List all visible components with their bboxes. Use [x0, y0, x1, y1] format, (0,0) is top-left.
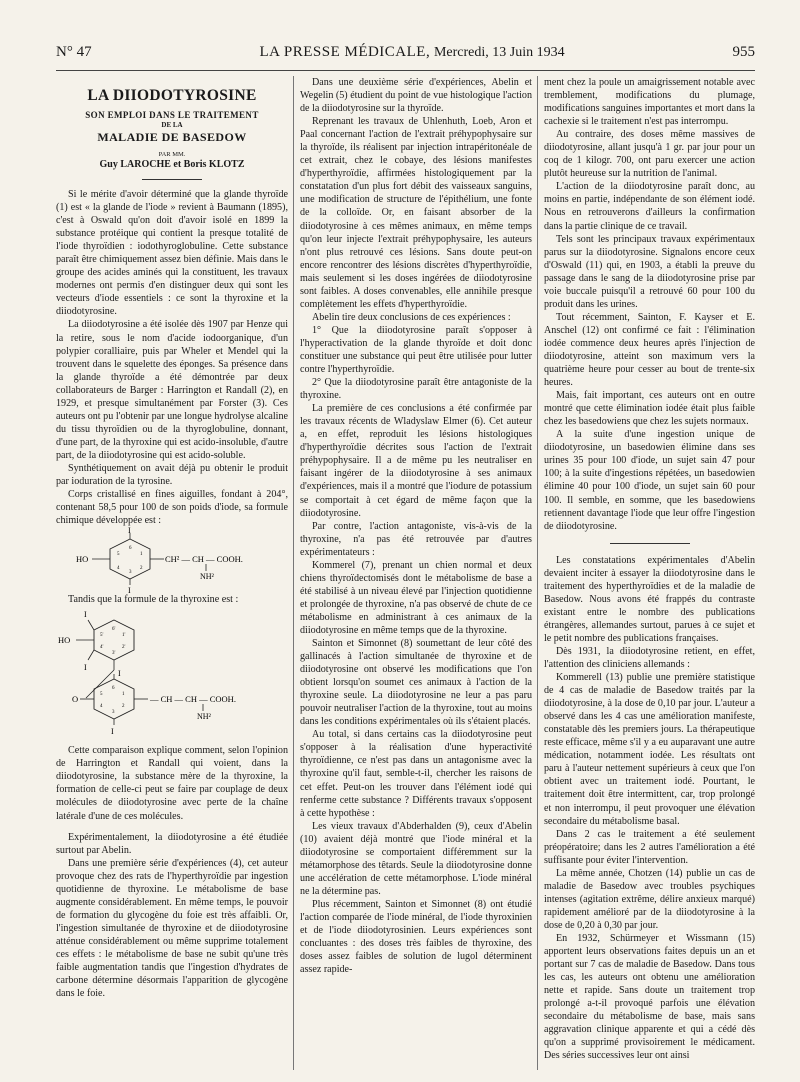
paragraph: A la suite d'une ingestion unique de diiodotyrosine, un basedowien élimine dans ses urines 35 pour 100 d'iode, un sujet sain 47 pour 100; à la suite d'ingestions répétées, un basedowien élimine 40 pour 100 d'iode, un sujet sain 60 pour 100. Il semble, en somme, que les basedowiens retiennent davantage l'iode que leur offre l'ingestion de diiodotyrosine.	[544, 429, 755, 532]
iodine-ring1-top: I	[84, 610, 87, 620]
amine-group: NH²	[200, 572, 214, 582]
ring-number: 5	[117, 552, 120, 558]
paragraph: Au contraire, des doses même massives de diiodotyrosine, allant jusqu'à 1 gr. par jour pour un coq de 1 kilogr. 700, ont paru exercer une action plutôt heureuse sur la nutrition de l'animal.	[544, 129, 755, 180]
paragraph: La diiodotyrosine a été isolée dès 1907 par Henze qui la retire, sous le nom d'acide iodoorganique, d'un polypier coralliaire, puis par Wheler et Mendel qui la trouvent dans le squelette des éponges. Sa présence dans la glande thyroïde a été démontrée par deux collaborateurs de Barger : Harrington et Randall (2), en 1929, et presque simultanément par Forster (3). Ces auteurs ont pu l'obtenir par une longue hydrolyse alcaline du tissu thyroïdien ou de la thyroglobuline, donnant, d'une part, de la thyroxine qui est acido-insoluble, d'autre part, de la diiodotyrosine qui est acido-soluble.	[56, 319, 288, 461]
column-2	[300, 76, 532, 976]
page-number: 955	[732, 44, 755, 60]
ring-number: 3'	[112, 651, 116, 657]
issue-date: Mercredi, 13 Juin 1934	[433, 45, 565, 60]
paragraph: Kommerell (13) publie une première statistique de 4 cas de maladie de Basedow traités par la diiodotyrosine, à la dose de 0,10 par jour. L'auteur a observé dans les 4 cas une amélioration manifeste, constatable dès les premiers jours. La thérapeutique reste efficace, même s'il y a eu auparavant une autre médication, notamment iodée. Les résultats ont paru à l'auteur nettement supérieurs à ceux que l'on obtient avec un traitement iodé. Pourtant, le traitement doit être intermittent, car, trop prolongé et non interrompu, il peut provoquer une élévation secondaire du métabolisme basal.	[544, 672, 755, 827]
journal-masthead	[259, 44, 564, 61]
ring-number: 5	[100, 692, 103, 698]
section-rule	[610, 543, 690, 544]
paragraph: Plus récemment, Sainton et Simonnet (8) ont étudié l'action comparée de l'iode minéral, de l'iode thyroxinien et de l'iode diiodotyrosinien. Leurs expériences sont concluantes : des doses très faibles de thyroxine, des doses assez faibles de solution de lugol déterminent assez rapide-	[300, 898, 532, 976]
paragraph: En 1932, Schürmeyer et Wissmann (15) apportent leurs observations faites depuis un an et portant sur 7 cas de maladie de Basedow. Dans tous les cas, les auteurs ont obtenu une amélioration nette et rapide. Sans doute un traitement trop prolongé a-t-il provoqué parfois une élévation secondaire du métabolisme de base, mais sans aggravation clinique apparente et qui a cédé dès qu'on a supprimé provisoirement le médicament. Des séries successives leur ont ainsi	[544, 933, 755, 1062]
ring-number: 6	[129, 546, 132, 552]
column-3	[544, 76, 755, 1062]
article-title: LA DIIODOTYROSINE	[87, 87, 257, 104]
paragraph: Dans 2 cas le traitement a été seulement préopératoire; dans les 2 autres l'amélioration a été suffisante pour éviter l'intervention.	[544, 828, 755, 866]
ring-number: 4	[117, 566, 120, 572]
amine-group: NH²	[197, 712, 211, 722]
article-subtitle-disease: MALADIE DE BASEDOW	[97, 130, 247, 144]
byline-par: PAR MM.	[158, 151, 186, 158]
column-1	[56, 76, 288, 1000]
paragraph: La même année, Chotzen (14) publie un cas de maladie de Basedow avec troubles psychiques intenses (agitation extrême, délire anxieux marqué) rapidement amélioré par de la diiodotyrosine à la dose de 0,20 à 0,30 par jour.	[544, 867, 755, 931]
paragraph: 1° Que la diiodotyrosine paraît s'opposer à l'hyperactivation de la glande thyroïde et doit donc constituer une substance qui peut être utilisée pour lutter contre l'hyperthyroïdie.	[300, 324, 532, 376]
side-chain: — CH — CH — COOH.	[150, 694, 236, 705]
paragraph: ment chez la poule un amaigrissement notable avec tremblement, modifications du plumage, modifications sanguines importantes et mort dans la cachexie si le traitement n'est pas interrompu.	[544, 77, 755, 128]
ring-number: 1	[140, 552, 143, 558]
paragraph: Corps cristallisé en fines aiguilles, fondant à 204°, contenant 58,5 pour 100 de son poids d'iode, sa formule chimique développée est :	[56, 489, 288, 527]
ring-number: 3	[112, 710, 115, 716]
paragraph: Tandis que la formule de la thyroxine est :	[68, 594, 239, 606]
paragraph: Reprenant les travaux de Uhlenhuth, Loeb, Aron et Paal concernant l'action de l'extrait préhypophysaire sur la thyroïde, ils réalisent par injection intrapéritonéale de cet extrait, chez le cobaye, des lésions manifestes d'hyperthyroïdie, affirmées histologiquement par la constatation d'un plus fort débit des vaisseaux sanguins, une modification de structure de l'épithélium, une fonte de la colloïde. Or, en faisant absorber de la diiodotyrosine à ces mêmes animaux, en même temps qu'on leur injecte l'extrait préhypophysaire, les auteurs n'ont plus retrouvé ces lésions. Sans doute peut-on encore rencontrer des lésions discrètes d'hyperthyroïdie, mais seulement si les doses ingérées de diiodotyrosine sont faibles. A doses convenables, elle annihile presque complètement les effets d'hyperthyroïdie.	[300, 116, 532, 310]
ring-number: 4'	[100, 645, 104, 651]
paragraph: Dès 1931, la diiodotyrosine retient, en effet, l'attention des cliniciens allemands :	[544, 645, 755, 671]
column-separator	[537, 76, 538, 1070]
paragraph: Abelin tire deux conclusions de ces expériences :	[312, 311, 511, 323]
thyroxine-formula	[56, 606, 288, 744]
ring-number: 2	[122, 704, 125, 710]
paragraph: Sainton et Simonnet (8) soumettant de leur côté des gallinacés à l'action simultanée de thyroxine et de diiodotyrosine ont observé les modifications que l'on obtient lorsqu'on soumet ces animaux à l'action de la thyroxine seule. La diiodotyrosine ne leur a pas paru pouvoir neutraliser l'action de la thyroxine, tout au moins dans les conditions expérimentales où ils s'étaient placés.	[300, 638, 532, 728]
hydroxyl: HO	[58, 635, 71, 646]
paragraph: 2° Que la diiodotyrosine paraît être antagoniste de la thyroxine.	[300, 377, 532, 402]
side-chain: CH² — CH — COOH.	[165, 554, 243, 565]
title-rule	[142, 179, 202, 180]
paragraph: La première de ces conclusions a été confirmée par les travaux récents de Wladyslaw Elmer (6). Cet auteur a, en effet, reproduit les lésions histologiques d'hyperthyroïdie décrites sous l'action de l'extrait préhypophysaire. Il a de même pu les neutraliser en faisant ingérer de la diiodotyrosine à ses animaux d'expériences, mais il a montré que l'iodure de potassium se comportait à cet égard de même façon que la diiodotyrosine.	[300, 403, 532, 519]
paragraph: Les constatations expérimentales d'Abelin devaient inciter à essayer la diiodotyrosine dans le traitement des hyperthyroïdies et de la maladie de Basedow. Nous avons été frappés du contraste existant entre le nombre des publications étrangères, allemandes surtout, parues à ce sujet et le petit nombre des publications françaises.	[544, 554, 755, 644]
ring-number: 2'	[122, 645, 126, 651]
paragraph: Cette comparaison explique comment, selon l'opinion de Harrington et Randall qui voient, dans la diiodotyrosine, la substance mère de la thyroxine, la formation de celle-ci peut se faire par couplage de deux molécules de diiodotyrosine avec perte de la chaîne latérale d'une de ces molécules.	[56, 745, 288, 822]
iodine-ring1-bottom: I	[84, 663, 87, 673]
paragraph: Dans une première série d'expériences (4), cet auteur provoque chez des rats de l'hyperthyroïdie par ingestion quotidienne de thyroxine. Le métabolisme de base augmente considérablement. En même temps, le pouvoir de formation du glycogène du foie est très affaibli. Or, l'ingestion simultanée de thyroxine et de diiodotyrosine atténue considérablement ou même supprime totalement ces effets : le métabolisme de base ne subit qu'une très faible augmentation tandis que l'ingestion d'hydrates de carbone détermine désormais l'apparition de glycogène dans le foie.	[56, 857, 288, 1000]
ring-number: 6'	[112, 627, 116, 633]
column-separator	[293, 76, 294, 1070]
paragraph: Expérimentalement, la diiodotyrosine a été étudiée surtout par Abelin.	[56, 831, 288, 856]
ether-oxygen: O	[72, 694, 79, 705]
hydroxyl: HO	[76, 554, 89, 565]
paragraph: Au total, si dans certains cas la diiodotyrosine peut s'opposer à la réalisation d'une hyperactivité thyroïdienne, ce n'est pas dans un antagonisme avec la thyroxine qu'il faut, semble-t-il, chercher les raisons de cet effet. Peut-on les trouver dans l'élément iodé qui renferme cette substance ? Différents travaux s'opposent à cette hypothèse :	[300, 729, 532, 819]
paragraph-gap	[56, 823, 288, 831]
paragraph: Si le mérite d'avoir déterminé que la glande thyroïde (1) est « la glande de l'iode » revient à Baumann (1895), c'est à Oswald qu'on doit d'avoir isolé en 1899 la substance protéique qui contient la presque totalité de l'iode thyroïdien : iodothyroglobuline. Cette substance paraît être chimiquement assez bien définie. Mais dans le groupe des acides aminés qui la constituent, les travaux modernes ont permis d'en distinguer deux qui sont les vecteurs d'iode essentiels : ce sont la thyroxine et la diiodotyrosine.	[56, 189, 288, 318]
paragraph: L'action de la diiodotyrosine paraît donc, au moins en partie, indépendante de son élément iodé. Nous en retrouverons d'ailleurs la confirmation dans la partie clinique de ce travail.	[544, 181, 755, 232]
journal-title: LA PRESSE MÉDICALE,	[259, 44, 431, 60]
ring-number: 2	[140, 566, 143, 572]
paragraph: Kommerel (7), prenant un chien normal et deux chiens thyroïdectomisés dont le métabolisme de base a été stabilisé à un niveau élevé par l'injection quotidienne et prolongée de thyroxine, n'a pas observé de chute de ce métabolisme en administrant à ces animaux de la diiodotyrosine en même temps que de la thyroxine.	[300, 559, 532, 636]
paragraph: Tels sont les principaux travaux expérimentaux parus sur la diiodotyrosine. Signalons encore ceux d'Oswald (11) qui, en 1903, a établi la preuve du passage dans le sang de la diiodotyrosine prise par voie buccale puisqu'il a retrouvé 60 pour 100 du produit dans les urines.	[544, 233, 755, 310]
ring-number: 1'	[122, 633, 126, 639]
issue-number: N° 47	[56, 44, 92, 60]
iodine-ring2-bottom: I	[111, 727, 114, 737]
paragraph: Par contre, l'action antagoniste, vis-à-vis de la thyroxine, n'a pas été retrouvée par d'autres expérimentateurs :	[300, 520, 532, 558]
ring-number: 4	[100, 704, 103, 710]
article-authors: Guy LAROCHE et Boris KLOTZ	[99, 159, 245, 170]
ring-number: 3	[129, 570, 132, 576]
header-rule	[56, 70, 755, 71]
paragraph: Les vieux travaux d'Abderhalden (9), ceux d'Abelin (10) avaient déjà montré que l'iode minéral et la diiodotyrosine se comportaient différemment sur la métamorphose des têtards. Seule la diiodotyrosine donne une accélération de cette métamorphose. L'iode minéral ne la détermine pas.	[300, 820, 532, 897]
paragraph: Tout récemment, Sainton, F. Kayser et E. Anschel (12) ont confirmé ce fait : l'élimination iodée commence deux heures après l'injection de diiodotyrosine, atteint son maximum vers la quatrième heure pour cesser au bout de trente-six heures.	[544, 311, 755, 389]
article-subtitle: SON EMPLOI DANS LE TRAITEMENT	[85, 110, 259, 120]
diiodotyrosine-formula	[56, 527, 288, 593]
article-subtitle-connector: DE LA	[161, 121, 183, 129]
paragraph: Mais, fait important, ces auteurs ont en outre montré que cette élimination iodée était plus faible chez les basedowiens que chez les sujets normaux.	[544, 390, 755, 428]
ring-number: 1	[122, 692, 125, 698]
ring-number: 5'	[100, 633, 104, 639]
iodine-ring2-top: I	[118, 669, 121, 679]
ring-number: 6	[112, 686, 115, 692]
paragraph: Synthétiquement on avait déjà pu obtenir le produit par ioduration de la tyrosine.	[56, 462, 288, 488]
paragraph: Dans une deuxième série d'expériences, Abelin et Wegelin (5) étudient du point de vue histologique l'action de la diiodotyrosine sur la thyroïde.	[300, 77, 532, 115]
iodine-bottom: I	[128, 586, 131, 594]
iodine-top: I	[128, 527, 131, 536]
page-header	[56, 44, 755, 66]
